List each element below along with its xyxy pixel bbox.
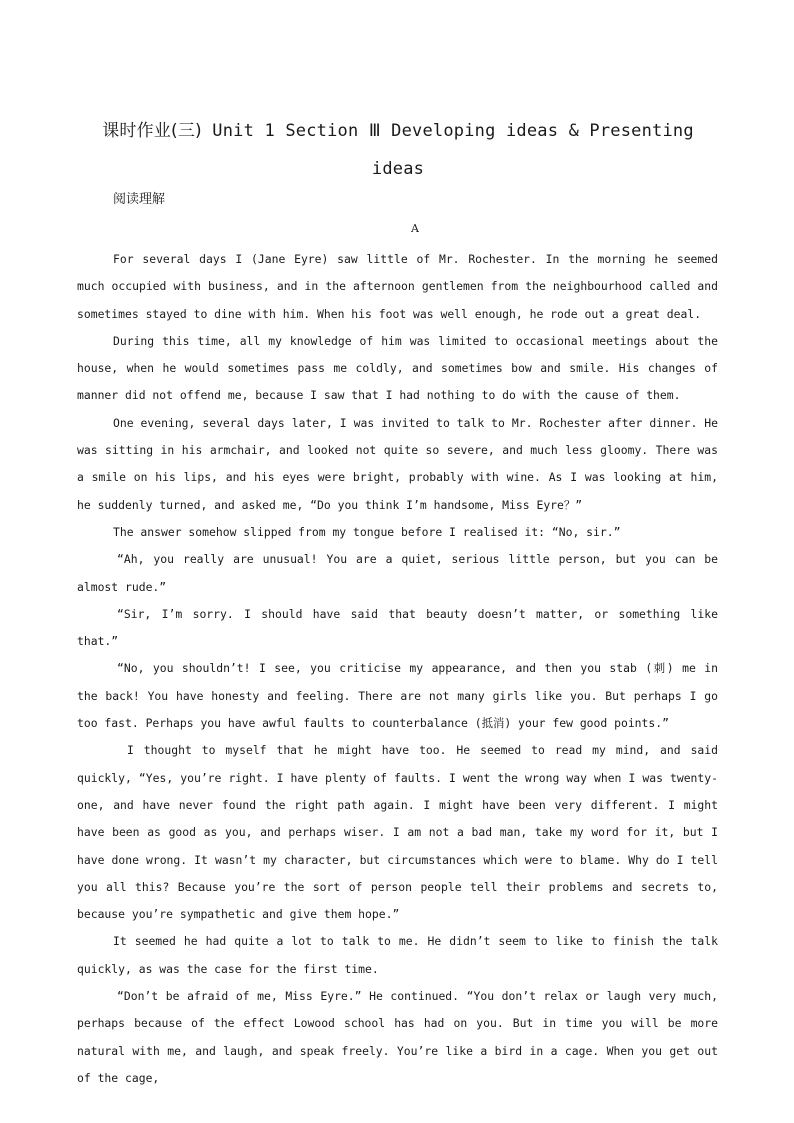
title-line-2: ideas (371, 159, 425, 179)
title-line-1 (78, 112, 718, 150)
paragraph: It seemed he had quite a lot to talk to me. He didn’t seem to like to finish the talk quickly, as was the case for the first time. (77, 934, 718, 976)
paragraph: “Ah, you really are unusual! You are a quiet, serious little person, but you can be almost rude.” (77, 552, 718, 594)
page-title (78, 112, 718, 188)
paragraph: One evening, several days later, I was invited to talk to Mr. Rochester after dinner. He was sitting in his armchair, and looked not quite so severe, and much less gloomy. There was a smile on his lips, and his eyes were bright, probably with wine. As I was looking at him, he suddenly turned, and asked me, “Do you think I’m handsome, Miss Eyre？” (77, 415, 718, 512)
paragraph: I thought to myself that he might have too. He seemed to read my mind, and said quickly, “Yes, you’re right. I have plenty of faults. I went the wrong way when I was twenty-one, and have never found the right path again. I might have been very different. I might have been as good as you, and perhaps wiser. I am not a bad man, take my word for it, but I have done wrong. It wasn’t my character, but circumstances which were to blame. Why do I tell you all this? Because you’re the sort of person people tell their problems and secrets to, because you’re sympathetic and give them hope.” (77, 743, 718, 922)
paragraph: “No, you shouldn’t! I see, you criticise my appearance, and then you stab (刺) me in the back! You have honesty and feeling. There are not many girls like you. But perhaps I go too fast. Perhaps you have awful faults to counterbalance (抵消) your few good points.” (77, 661, 718, 731)
paragraph: The answer somehow slipped from my tongue before I realised it: “No, sir.” (113, 524, 621, 539)
paragraph: For several days I (Jane Eyre) saw little of Mr. Rochester. In the morning he seemed much occupied with business, and in the afternoon gentlemen from the neighbourhood called and sometimes stayed to dine with him. When his foot was well enough, he rode out a great deal. (77, 252, 718, 321)
section-label: 阅读理解 (113, 192, 166, 207)
passage-letter: A (411, 222, 419, 235)
paragraph: During this time, all my knowledge of him was limited to occasional meetings about the house, when he would sometimes pass me coldly, and sometimes bow and smile. His changes of manner did not offend me, because I saw that I had nothing to do with the cause of them. (77, 333, 718, 403)
title-chinese: 课时作业(三) (102, 121, 202, 141)
passage-body (77, 246, 718, 1092)
title-english: Unit 1 Section Ⅲ Developing ideas & Presenting (201, 121, 694, 141)
paragraph: “Sir, I’m sorry. I should have said that beauty doesn’t matter, or something like that.” (77, 606, 718, 649)
paragraph: “Don’t be afraid of me, Miss Eyre.” He continued. “You don’t relax or laugh very much, perhaps because of the effect Lowood school has had on you. But in time you will be more natural with me, and laugh, and speak freely. You’re like a bird in a cage. When you get out of the cage, (77, 989, 718, 1085)
